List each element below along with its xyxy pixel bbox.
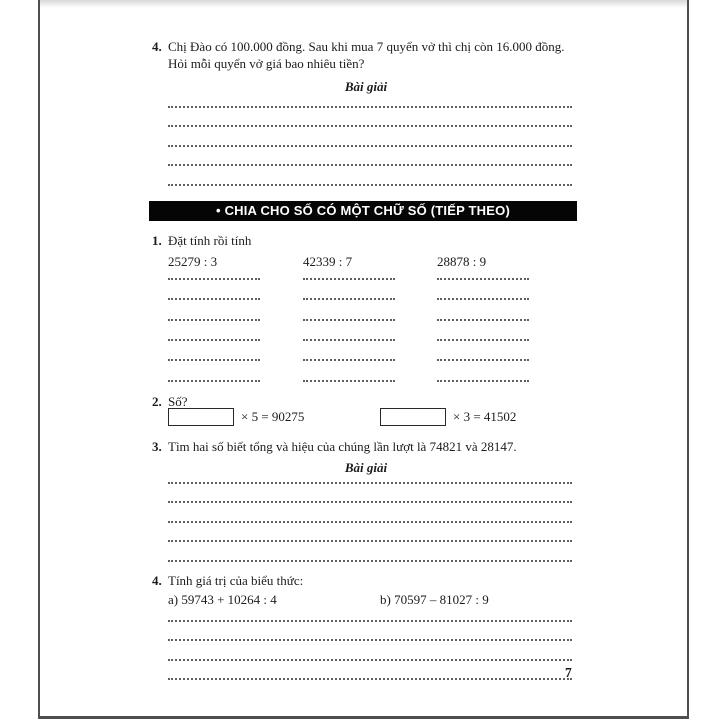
exercise-column-1	[168, 253, 303, 382]
answer-line	[303, 280, 395, 300]
division-exercises-grid	[168, 253, 580, 382]
answer-line	[437, 361, 529, 381]
problem-prompt: Tính giá trị của biểu thức:	[168, 572, 304, 588]
problem-text: Tìm hai số biết tổng và hiệu của chúng lần lượt là 74821 và 28147.	[168, 438, 517, 454]
problem-text	[168, 38, 580, 72]
problem-4-expressions-statement	[152, 572, 580, 589]
answer-line	[168, 300, 260, 320]
section-banner-title: • CHIA CHO SỐ CÓ MỘT CHỮ SỐ (TIẾP THEO)	[216, 202, 510, 218]
problem-4-money-statement	[152, 38, 580, 72]
answer-box	[380, 408, 446, 426]
answer-line	[168, 341, 260, 361]
answer-line	[303, 300, 395, 320]
answer-line	[168, 622, 572, 642]
problem-3-statement	[152, 438, 580, 455]
equation-text: × 3 = 41502	[453, 409, 517, 425]
solution-heading: Bài giải	[344, 459, 388, 475]
expression-item-a: a) 59743 + 10264 : 4	[168, 591, 277, 607]
answer-line	[168, 280, 260, 300]
equation-text: × 5 = 90275	[241, 409, 305, 425]
work-lines-block	[303, 260, 437, 382]
exercise-column-2	[303, 253, 437, 382]
problem-text-line2: Hỏi mỗi quyển vở giá bao nhiêu tiền?	[168, 56, 365, 71]
section-banner	[149, 201, 577, 221]
division-exercise: 42339 : 7	[303, 253, 353, 269]
answer-line	[168, 641, 572, 661]
answer-line	[437, 341, 529, 361]
problem-number: 1.	[152, 232, 162, 248]
problem-number: 4.	[152, 39, 162, 54]
answer-line	[168, 503, 572, 523]
page-edge-left	[38, 0, 40, 719]
problem-number: 2.	[152, 393, 162, 409]
page-content	[152, 38, 580, 680]
page-edge-bottom	[38, 716, 689, 719]
answer-line	[168, 166, 572, 186]
problem-prompt: Số?	[168, 393, 188, 409]
problem-prompt: Đặt tính rồi tính	[168, 232, 252, 248]
answer-line	[168, 108, 572, 128]
answer-line	[168, 484, 572, 504]
equation-item	[380, 408, 580, 427]
division-exercise: 25279 : 3	[168, 253, 218, 269]
answer-line	[437, 280, 529, 300]
fill-in-equations-row	[168, 408, 580, 427]
answer-line	[168, 321, 260, 341]
problem-text-line1: Chị Đào có 100.000 đồng. Sau khi mua 7 quyển vở thì chị còn 16.000 đồng.	[168, 39, 565, 54]
work-lines-block	[437, 260, 580, 382]
answer-box	[168, 408, 234, 426]
division-exercise: 28878 : 9	[437, 253, 487, 269]
answer-line	[168, 127, 572, 147]
answer-line	[168, 147, 572, 167]
answer-lines-block	[168, 464, 572, 562]
work-lines-block	[168, 260, 303, 382]
solution-heading: Bài giải	[344, 79, 388, 94]
expression-items-row	[168, 591, 580, 608]
answer-line	[168, 661, 572, 681]
answer-line	[437, 300, 529, 320]
answer-line	[168, 542, 572, 562]
expression-item-b: b) 70597 – 81027 : 9	[380, 591, 489, 607]
page-number: 7	[565, 665, 572, 680]
equation-item	[168, 408, 380, 427]
page-edge-right	[687, 0, 689, 719]
answer-line	[437, 321, 529, 341]
exercise-column-3	[437, 253, 580, 382]
answer-line	[168, 523, 572, 543]
answer-lines-block	[168, 602, 572, 680]
answer-line	[303, 361, 395, 381]
page-top-shadow	[40, 0, 687, 8]
problem-1-statement	[152, 232, 580, 249]
answer-line	[303, 341, 395, 361]
problem-number: 3.	[152, 438, 162, 454]
answer-line	[303, 321, 395, 341]
problem-number: 4.	[152, 572, 162, 588]
answer-line	[168, 361, 260, 381]
answer-lines-block	[168, 88, 572, 186]
